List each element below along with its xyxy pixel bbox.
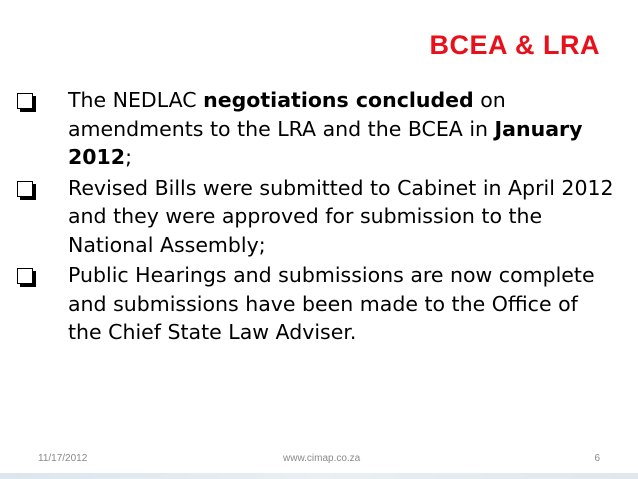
bottom-decoration-strip xyxy=(0,473,638,479)
bullet-text-bold: January 2012 xyxy=(68,116,583,169)
bullet-text: on amendments to the LRA and the BCEA in xyxy=(68,88,506,141)
slide-title: BCEA & LRA xyxy=(429,30,600,60)
footer-date: 11/17/2012 xyxy=(38,453,88,464)
footer-website: www.cimap.co.za xyxy=(283,453,361,464)
slide-footer xyxy=(0,453,638,469)
bullet-item xyxy=(16,86,616,172)
bullet-item xyxy=(16,261,616,347)
bullet-text: ; xyxy=(125,145,132,169)
checkbox-square-icon xyxy=(17,181,33,197)
bullet-text: Revised Bills were submitted to Cabinet in April 2012 and they were approved for submission to the National Assembly; xyxy=(68,175,614,257)
bullet-text: Public Hearings and submissions are now complete and submissions have been made to the Office of the Chief State Law Adviser. xyxy=(68,263,595,344)
bullet-list xyxy=(16,86,616,349)
checkbox-square-icon xyxy=(17,268,33,284)
bullet-text-bold: negotiations concluded xyxy=(203,88,474,112)
bullet-text: The NEDLAC xyxy=(68,88,204,112)
footer-page-number: 6 xyxy=(594,453,600,464)
checkbox-square-icon xyxy=(17,93,33,109)
bullet-item xyxy=(16,174,616,260)
